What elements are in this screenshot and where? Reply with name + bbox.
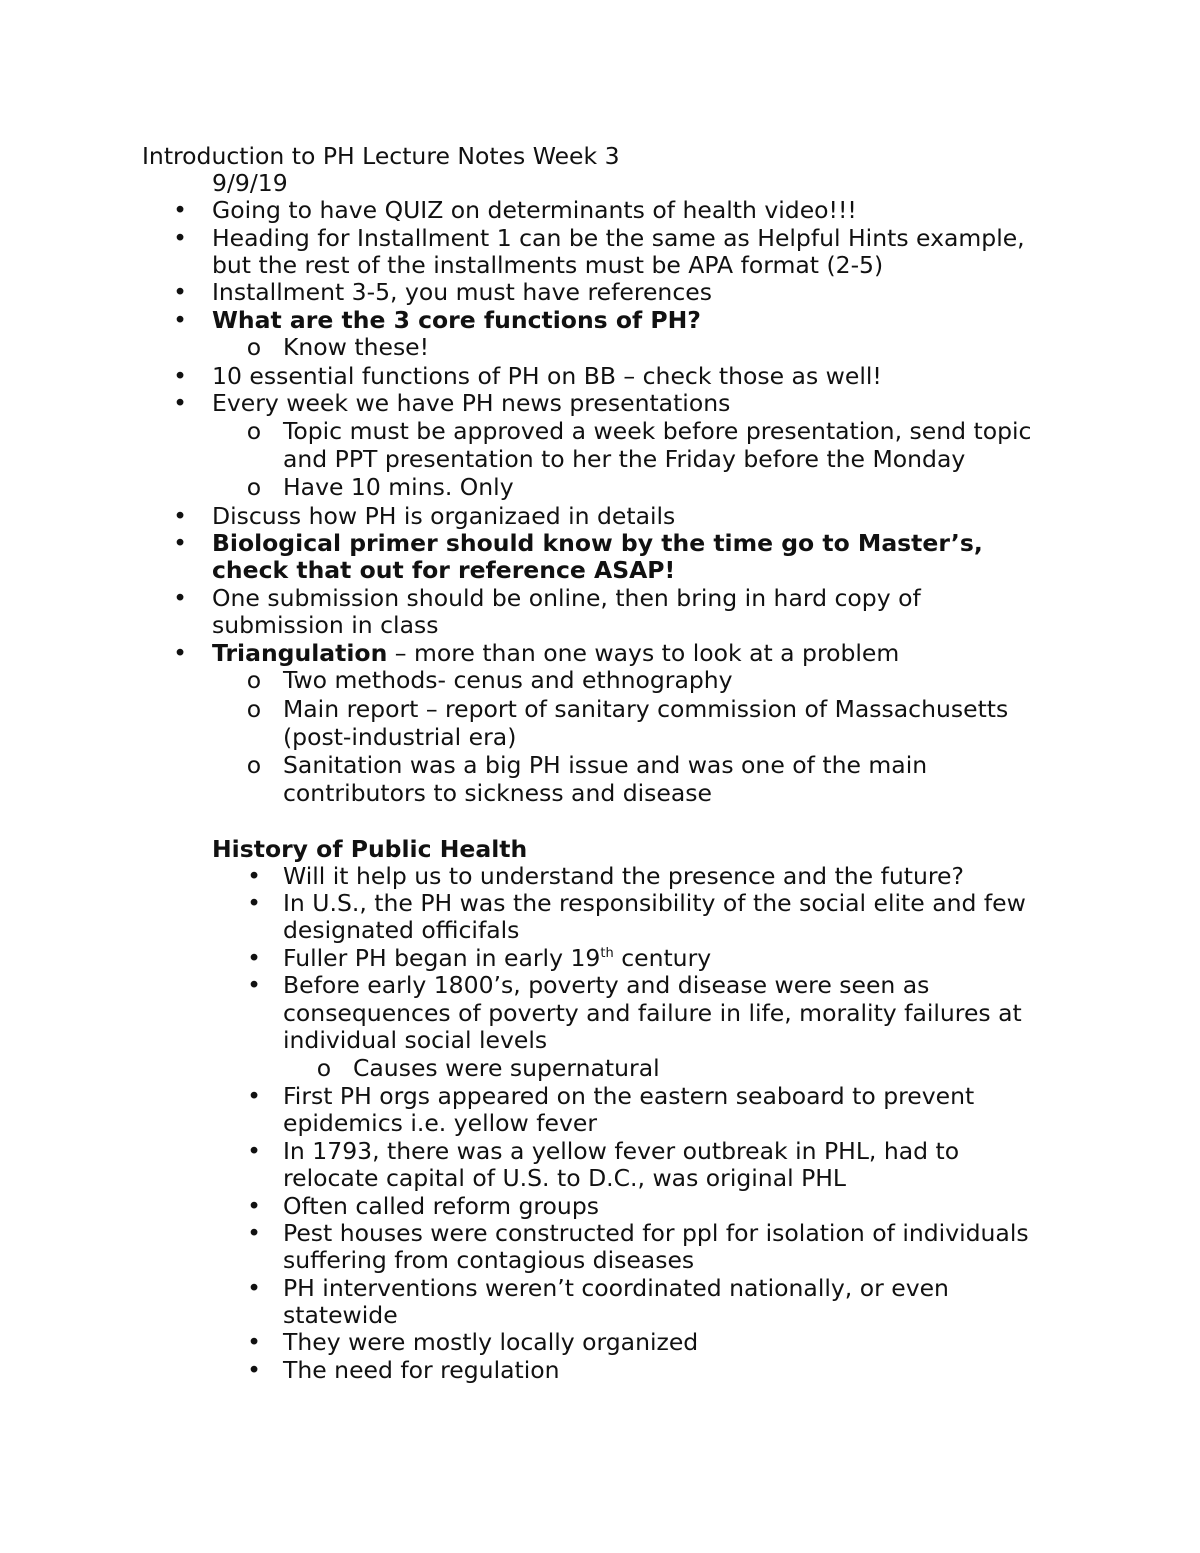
sub-list-item-continuation: and PPT presentation to her the Friday before the Monday xyxy=(283,445,966,473)
sub-list-item-continuation: contributors to sickness and disease xyxy=(283,779,712,807)
bullet-icon: • xyxy=(247,862,261,890)
sub-bullet-icon: o xyxy=(246,751,262,779)
list-item-bold: Biological primer should know by the time go to Master’s, xyxy=(212,529,983,557)
list-item: PH interventions weren’t coordinated nationally, or even xyxy=(283,1274,949,1302)
list-item-continuation: statewide xyxy=(283,1301,398,1329)
list-item: In 1793, there was a yellow fever outbreak in PHL, had to xyxy=(283,1137,960,1165)
sub-list-item: Causes were supernatural xyxy=(353,1054,660,1082)
fuller-text: Fuller PH began in early 19 xyxy=(283,944,601,972)
list-item: Every week we have PH news presentations xyxy=(212,389,731,417)
sub-bullet-icon: o xyxy=(316,1054,332,1082)
list-item-continuation: epidemics i.e. yellow fever xyxy=(283,1109,597,1137)
bullet-icon: • xyxy=(247,889,261,917)
list-item: First PH orgs appeared on the eastern seaboard to prevent xyxy=(283,1082,975,1110)
list-item: The need for regulation xyxy=(283,1356,560,1384)
list-item: One submission should be online, then bring in hard copy of xyxy=(212,584,921,612)
sub-list-item: Have 10 mins. Only xyxy=(283,473,514,501)
list-item-continuation: suffering from contagious diseases xyxy=(283,1246,695,1274)
sub-bullet-icon: o xyxy=(246,417,262,445)
list-item: Going to have QUIZ on determinants of health video!!! xyxy=(212,196,857,224)
bullet-icon: • xyxy=(173,529,187,557)
bullet-icon: • xyxy=(247,1328,261,1356)
bullet-icon: • xyxy=(173,362,187,390)
sub-list-item: Two methods- cenus and ethnography xyxy=(283,666,733,694)
list-item xyxy=(212,639,899,667)
bullet-icon: • xyxy=(173,584,187,612)
sub-list-item: Topic must be approved a week before presentation, send topic xyxy=(283,417,1032,445)
bullet-icon: • xyxy=(247,1137,261,1165)
list-item: Discuss how PH is organizaed in details xyxy=(212,502,676,530)
list-item: Installment 3-5, you must have references xyxy=(212,278,712,306)
section-heading: History of Public Health xyxy=(212,835,528,863)
bullet-icon: • xyxy=(247,1219,261,1247)
list-item: Pest houses were constructed for ppl for isolation of individuals xyxy=(283,1219,1029,1247)
list-item: Heading for Installment 1 can be the same as Helpful Hints example, xyxy=(212,224,1025,252)
list-item-continuation: but the rest of the installments must be APA format (2-5) xyxy=(212,251,884,279)
list-item-continuation: check that out for reference ASAP! xyxy=(212,556,676,584)
bullet-icon: • xyxy=(247,1356,261,1384)
sub-list-item: Sanitation was a big PH issue and was one of the main xyxy=(283,751,928,779)
list-item: Before early 1800’s, poverty and disease were seen as xyxy=(283,971,930,999)
list-item: Often called reform groups xyxy=(283,1192,599,1220)
list-item: Will it help us to understand the presence and the future? xyxy=(283,862,964,890)
list-item-continuation: relocate capital of U.S. to D.C., was original PHL xyxy=(283,1164,847,1192)
bullet-icon: • xyxy=(247,1274,261,1302)
list-item-continuation: individual social levels xyxy=(283,1026,548,1054)
list-item-continuation: consequences of poverty and failure in life, morality failures at xyxy=(283,999,1022,1027)
triangulation-definition: – more than one ways to look at a problem xyxy=(387,639,900,667)
bullet-icon: • xyxy=(247,944,261,972)
sub-bullet-icon: o xyxy=(246,333,262,361)
bullet-icon: • xyxy=(173,639,187,667)
document-title: Introduction to PH Lecture Notes Week 3 xyxy=(142,142,620,170)
sub-list-item: Know these! xyxy=(283,333,430,361)
bullet-icon: • xyxy=(247,971,261,999)
sub-list-item: Main report – report of sanitary commission of Massachusetts xyxy=(283,695,1009,723)
sub-bullet-icon: o xyxy=(246,473,262,501)
list-item-continuation: submission in class xyxy=(212,611,439,639)
bullet-icon: • xyxy=(247,1082,261,1110)
bullet-icon: • xyxy=(247,1192,261,1220)
triangulation-term: Triangulation xyxy=(212,639,388,667)
list-item-bold: What are the 3 core functions of PH? xyxy=(212,306,701,334)
bullet-icon: • xyxy=(173,278,187,306)
list-item: In U.S., the PH was the responsibility of the social elite and few xyxy=(283,889,1026,917)
superscript: th xyxy=(600,946,614,961)
bullet-icon: • xyxy=(173,224,187,252)
fuller-text-end: century xyxy=(613,944,712,972)
list-item: They were mostly locally organized xyxy=(283,1328,699,1356)
bullet-icon: • xyxy=(173,389,187,417)
list-item-continuation: designated officifals xyxy=(283,916,520,944)
sub-list-item-continuation: (post-industrial era) xyxy=(283,723,517,751)
bullet-icon: • xyxy=(173,502,187,530)
list-item: 10 essential functions of PH on BB – check those as well! xyxy=(212,362,882,390)
bullet-icon: • xyxy=(173,196,187,224)
lecture-date: 9/9/19 xyxy=(212,169,288,197)
sub-bullet-icon: o xyxy=(246,666,262,694)
sub-bullet-icon: o xyxy=(246,695,262,723)
bullet-icon: • xyxy=(173,306,187,334)
list-item xyxy=(283,944,711,972)
